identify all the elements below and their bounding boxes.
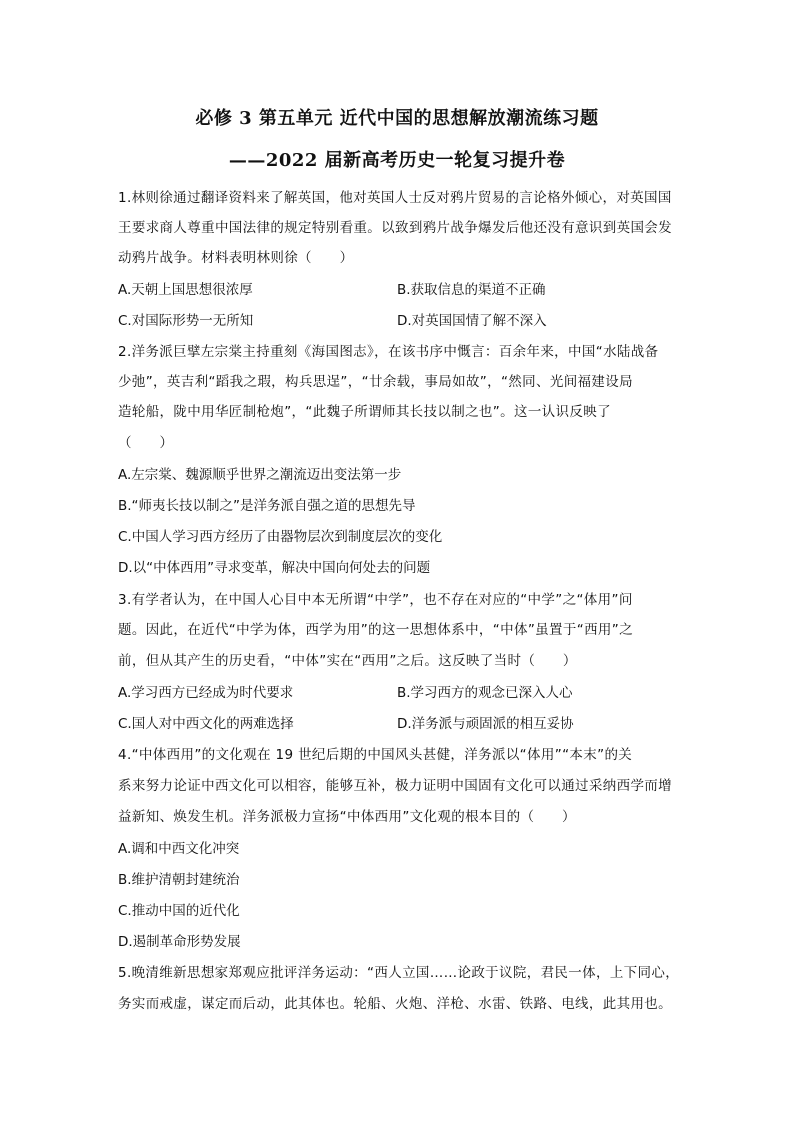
q1-option-a: A.天朝上国思想很浓厚	[118, 282, 253, 298]
q4-stem-line: 系来努力论证中西文化可以相容，能够互补，极力证明中国固有文化可以通过采纳西学而增	[118, 778, 672, 794]
q4-option-b: B.维护清朝封建统治	[118, 872, 240, 888]
q3-stem-line: 前，但从其产生的历史看，“中体”实在“西用”之后。这反映了当时（ ）	[118, 653, 577, 669]
q3-option-c: C.国人对中西文化的两难选择	[118, 716, 294, 732]
q3-option-a: A.学习西方已经成为时代要求	[118, 685, 294, 701]
q1-option-d: D.对英国国情了解不深入	[397, 313, 547, 329]
q4-option-d: D.遏制革命形势发展	[118, 934, 241, 950]
page-title: 必修 3 第五单元 近代中国的思想解放潮流练习题	[195, 108, 599, 129]
q2-option-d: D.以“中体西用”寻求变革，解决中国向何处去的问题	[118, 560, 431, 576]
q1-stem-line: 1.林则徐通过翻译资料来了解英国，他对英国人士反对鸦片贸易的言论格外倾心，对英国国	[118, 190, 672, 206]
q4-stem-line: 4.“中体西用”的文化观在 19 世纪后期的中国风头甚健，洋务派以“体用”“本末”的关	[118, 747, 633, 763]
q3-option-b: B.学习西方的观念已深入人心	[397, 685, 573, 701]
q5-stem-line: 5.晚清维新思想家郑观应批评洋务运动：“西人立国……论政于议院，君民一体，上下同心，	[118, 965, 680, 981]
q1-stem-line: 动鸦片战争。材料表明林则徐（ ）	[118, 250, 354, 266]
q4-option-a: A.调和中西文化冲突	[118, 841, 240, 857]
q3-option-d: D.洋务派与顽固派的相互妥协	[397, 716, 574, 732]
q4-stem-line: 益新知、焕发生机。洋务派极力宣扬“中体西用”文化观的根本目的（ ）	[118, 809, 576, 825]
page-subtitle: ——2022 届新高考历史一轮复习提升卷	[228, 150, 566, 171]
q3-stem-line: 3.有学者认为，在中国人心目中本无所谓“中学”，也不存在对应的“中学”之“体用”问	[118, 592, 633, 608]
q2-option-b: B.“师夷长技以制之”是洋务派自强之道的思想先导	[118, 498, 416, 514]
q2-option-c: C.中国人学习西方经历了由器物层次到制度层次的变化	[118, 529, 443, 545]
q2-option-a: A.左宗棠、魏源顺乎世界之潮流迈出变法第一步	[118, 467, 402, 483]
q2-stem-line: （ ）	[118, 435, 174, 451]
q4-option-c: C.推动中国的近代化	[118, 903, 240, 919]
q2-stem-line: 2.洋务派巨擘左宗棠主持重刻《海国图志》，在该书序中慨言：百余年来，中国“水陆战备	[118, 344, 659, 360]
q2-stem-line: 造轮船，陇中用华匠制枪炮”，“此魏子所谓师其长技以制之也”。这一认识反映了	[118, 404, 611, 420]
q3-stem-line: 题。因此，在近代“中学为体，西学为用”的这一思想体系中，“中体”虽置于“西用”之	[118, 622, 633, 638]
q1-stem-line: 王要求商人尊重中国法律的规定特别看重。以致到鸦片战争爆发后他还没有意识到英国会发	[118, 220, 672, 236]
q2-stem-line: 少弛”，英吉利“蹈我之瑕，构兵思逞”，“廿余载，事局如故”，“然同、光间福建设局	[118, 374, 633, 390]
q1-option-c: C.对国际形势一无所知	[118, 313, 254, 329]
q5-stem-line: 务实而戒虚，谋定而后动，此其体也。轮船、火炮、洋枪、水雷、铁路、电线，此其用也。	[118, 996, 672, 1012]
q1-option-b: B.获取信息的渠道不正确	[397, 282, 546, 298]
